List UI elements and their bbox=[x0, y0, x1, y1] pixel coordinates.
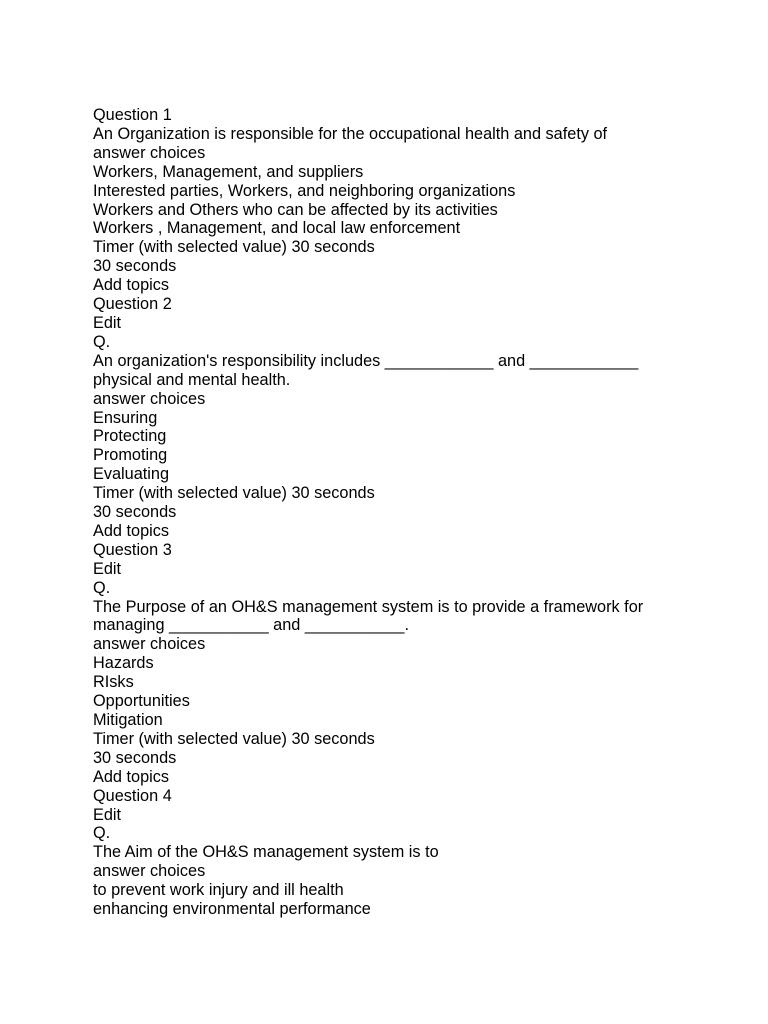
add-topics-text: Add topics bbox=[93, 767, 170, 786]
timer-value: 30 seconds bbox=[93, 748, 177, 767]
answer-choices-label: answer choices bbox=[93, 862, 206, 881]
add-topics-text: Add topics bbox=[93, 276, 170, 295]
answer-choice: Promoting bbox=[93, 446, 168, 465]
timer-text: Timer (with selected value) 30 seconds bbox=[93, 484, 375, 503]
question-3-text: The Purpose of an OH&S management system is to provide a framework for bbox=[93, 597, 644, 616]
answer-choice: Mitigation bbox=[93, 711, 163, 729]
answer-choice: enhancing environmental performance bbox=[93, 900, 371, 919]
document-body bbox=[93, 106, 733, 919]
answer-choice: Interested parties, Workers, and neighboring organizations bbox=[93, 181, 516, 200]
question-marker: Q. bbox=[93, 578, 111, 597]
timer-value: 30 seconds bbox=[93, 503, 177, 522]
question-4-heading: Question 4 bbox=[93, 786, 172, 805]
answer-choices-label: answer choices bbox=[93, 389, 206, 408]
edit-text: Edit bbox=[93, 313, 122, 332]
question-2-text-continued: physical and mental health. bbox=[93, 370, 291, 389]
timer-text: Timer (with selected value) 30 seconds bbox=[93, 238, 375, 257]
answer-choices-label: answer choices bbox=[93, 635, 206, 654]
question-marker: Q. bbox=[93, 332, 111, 351]
question-3-heading: Question 3 bbox=[93, 540, 172, 559]
question-3-text-continued: managing ___________ and ___________. bbox=[93, 616, 409, 635]
question-2-text: An organization's responsibility includes ____________ and ____________ bbox=[93, 351, 639, 370]
answer-choice: Workers , Management, and local law enforcement bbox=[93, 219, 461, 238]
answer-choices-label: answer choices bbox=[93, 143, 206, 162]
answer-choice: Workers, Management, and suppliers bbox=[93, 162, 364, 181]
answer-choice: Workers and Others who can be affected by its activities bbox=[93, 200, 498, 219]
edit-text: Edit bbox=[93, 805, 122, 824]
answer-choice: to prevent work injury and ill health bbox=[93, 881, 344, 900]
answer-choice: Opportunities bbox=[93, 692, 190, 711]
question-1-heading: Question 1 bbox=[93, 106, 172, 124]
question-4-text: The Aim of the OH&S management system is to bbox=[93, 843, 439, 862]
timer-value: 30 seconds bbox=[93, 257, 177, 276]
question-marker: Q. bbox=[93, 824, 111, 843]
question-2-heading: Question 2 bbox=[93, 295, 172, 314]
question-1-text: An Organization is responsible for the occupational health and safety of bbox=[93, 124, 608, 143]
timer-text: Timer (with selected value) 30 seconds bbox=[93, 729, 375, 748]
answer-choice: RIsks bbox=[93, 673, 134, 692]
answer-choice: Hazards bbox=[93, 654, 154, 673]
answer-choice: Evaluating bbox=[93, 465, 170, 484]
edit-text: Edit bbox=[93, 559, 122, 578]
answer-choice: Protecting bbox=[93, 427, 167, 446]
add-topics-text: Add topics bbox=[93, 521, 170, 540]
answer-choice: Ensuring bbox=[93, 408, 158, 427]
